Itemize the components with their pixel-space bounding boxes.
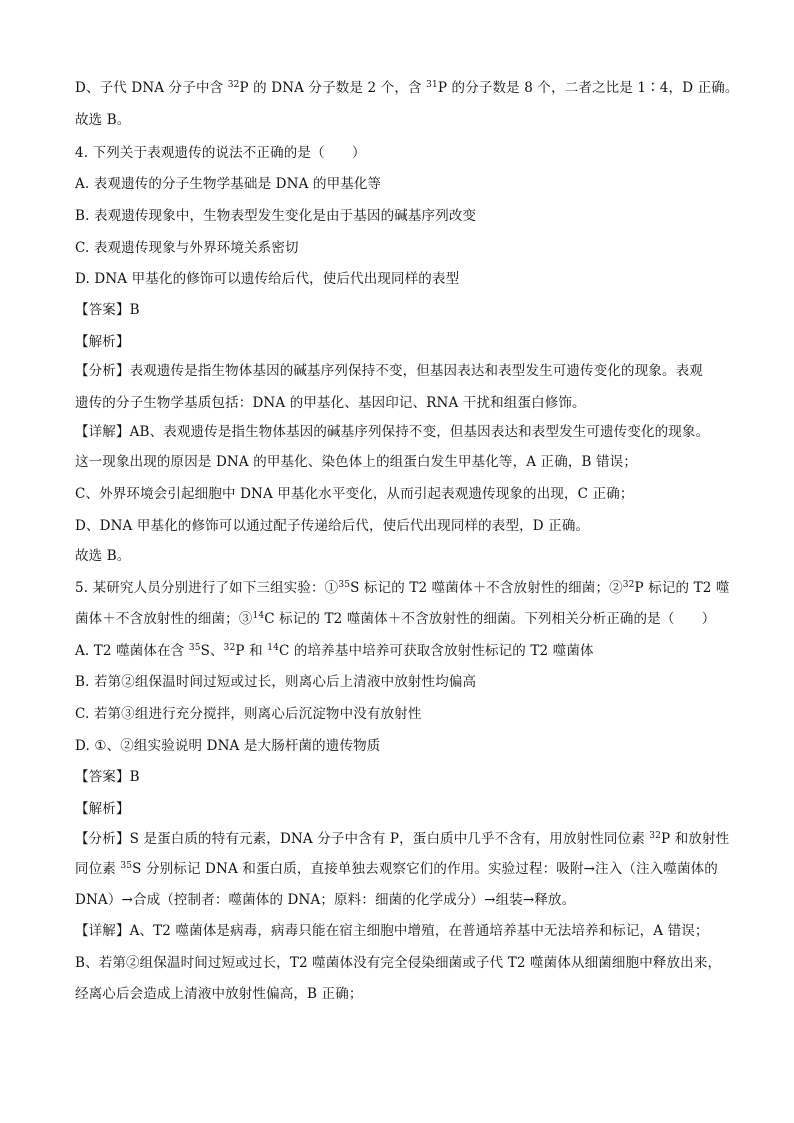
text-line-q5-analysis-1: [75, 829, 735, 849]
text-line-q3-choice: [75, 110, 735, 130]
text-line-q5-stem-2: [75, 609, 735, 629]
text-line-q4-option-a: [75, 174, 735, 194]
text-run: S 分别标记 DNA 和蛋白质，直接单独去观察它们的作用。实验过程：吸附→注入（注入噬菌体的: [132, 861, 718, 877]
text-line-q5-jiexi: [75, 799, 735, 819]
superscript: 35: [120, 861, 133, 871]
text-line-q4-stem: [75, 143, 735, 163]
superscript: 32: [227, 80, 240, 90]
superscript: 32: [622, 580, 635, 590]
text-run: S 标记的 T2 噬菌体＋不含放射性的细菌；②: [350, 580, 623, 596]
text-line-q4-choice: [75, 546, 735, 566]
text-run: 【详解】AB、表观遗传是指生物体基因的碱基序列保持不变，但基因表达和表型发生可遗传变化的现象。: [75, 424, 710, 440]
text-line-q4-answer: [75, 300, 735, 320]
text-run: 【答案】B: [75, 769, 140, 785]
text-line-q5-answer: [75, 767, 735, 787]
text-run: C 标记的 T2 噬菌体＋不含放射性的细菌。下列相关分析正确的是（ ）: [264, 611, 716, 627]
text-run: D. ①、②组实验说明 DNA 是大肠杆菌的遗传物质: [75, 738, 381, 754]
text-line-q5-analysis-3: [75, 890, 735, 910]
superscript: 32: [649, 831, 662, 841]
text-run: D、子代 DNA 分子中含: [75, 80, 228, 96]
text-run: C. 若第③组进行充分搅拌，则离心后沉淀物中没有放射性: [75, 706, 422, 722]
text-run: 同位素: [75, 861, 121, 877]
text-run: P 标记的 T2 噬: [634, 580, 730, 596]
text-line-q5-detail-2: [75, 953, 735, 973]
superscript: 14: [267, 643, 279, 653]
text-line-q5-analysis-2: [75, 859, 735, 879]
text-line-q4-detail-1: [75, 422, 735, 442]
text-line-q5-option-c: [75, 704, 735, 724]
text-run: 经离心后会造成上清液中放射性偏高，B 正确；: [75, 986, 363, 1002]
text-line-q4-option-c: [75, 238, 735, 258]
text-run: C、外界环境会引起细胞中 DNA 甲基化水平变化，从而引起表观遗传现象的出现，C 正确；: [75, 486, 634, 502]
text-run: P 的 DNA 分子数是 2 个，含: [239, 80, 427, 96]
text-run: A. T2 噬菌体在含: [75, 643, 189, 659]
text-run: 4. 下列关于表观遗传的说法不正确的是（ ）: [75, 145, 366, 161]
text-run: 【分析】S 是蛋白质的特有元素，DNA 分子中含有 P，蛋白质中几乎不含有，用放射性同位素: [75, 831, 650, 847]
text-run: D. DNA 甲基化的修饰可以遗传给后代，使后代出现同样的表型: [75, 271, 460, 287]
text-line-q5-detail-1: [75, 921, 735, 941]
text-line-q4-jiexi: [75, 332, 735, 352]
text-run: C. 表观遗传现象与外界环境关系密切: [75, 240, 299, 256]
text-line-q4-detail-3: [75, 484, 735, 504]
text-line-q5-option-d: [75, 736, 735, 756]
text-run: P 的分子数是 8 个，二者之比是 1∶4，D 正确。: [437, 80, 739, 96]
text-run: C 的培养基中培养可获取含放射性标记的 T2 噬菌体: [278, 643, 594, 659]
text-run: 【解析】: [75, 334, 130, 350]
superscript: 35: [188, 643, 201, 653]
text-line-q5-option-a: [75, 641, 735, 661]
text-run: B、若第②组保温时间过短或过长，T2 噬菌体没有完全侵染细菌或子代 T2 噬菌体从细菌细胞中释放出来，: [75, 955, 722, 971]
text-run: 遗传的分子生物学基质包括：DNA 的甲基化、基因印记、RNA 干扰和组蛋白修饰。: [75, 395, 586, 411]
text-run: 【详解】A、T2 噬菌体是病毒，病毒只能在宿主细胞中增殖，在普通培养基中无法培养和标记，A 错误；: [75, 923, 709, 939]
text-run: 故选 B。: [75, 548, 131, 564]
text-run: 菌体＋不含放射性的细菌；③: [75, 611, 253, 627]
text-run: 【分析】表观遗传是指生物体基因的碱基序列保持不变，但基因表达和表型发生可遗传变化的现象。表观: [75, 363, 703, 379]
text-run: B. 若第②组保温时间过短或过长，则离心后上清液中放射性均偏高: [75, 674, 477, 690]
text-run: 这一现象出现的原因是 DNA 的甲基化、染色体上的组蛋白发生甲基化等，A 正确，B 错误；: [75, 454, 637, 470]
text-line-q4-option-b: [75, 206, 735, 226]
text-line-q4-option-d: [75, 269, 735, 289]
superscript: 32: [223, 643, 236, 653]
text-line-q5-detail-3: [75, 984, 735, 1004]
text-run: P 和: [235, 643, 268, 659]
text-run: A. 表观遗传的分子生物学基础是 DNA 的甲基化等: [75, 176, 382, 192]
text-run: DNA）→合成（控制者：噬菌体的 DNA；原料：细菌的化学成分）→组装→释放。: [75, 892, 576, 908]
text-run: S、: [200, 643, 224, 659]
text-line-q5-stem-1: [75, 578, 735, 598]
text-run: 5. 某研究人员分别进行了如下三组实验：①: [75, 580, 339, 596]
superscript: 35: [338, 580, 351, 590]
text-line-q4-analysis-1: [75, 361, 735, 381]
text-line-q3-d: [75, 78, 739, 98]
text-line-q4-analysis-2: [75, 393, 735, 413]
text-run: 故选 B。: [75, 112, 131, 128]
text-run: 【解析】: [75, 801, 130, 817]
text-run: D、DNA 甲基化的修饰可以通过配子传递给后代，使后代出现同样的表型，D 正确。: [75, 518, 590, 534]
superscript: 31: [426, 80, 438, 90]
superscript: 14: [252, 611, 265, 621]
text-run: 【答案】B: [75, 302, 140, 318]
text-line-q4-detail-2: [75, 452, 735, 472]
text-run: B. 表观遗传现象中，生物表型发生变化是由于基因的碱基序列改变: [75, 208, 477, 224]
text-line-q5-option-b: [75, 672, 735, 692]
text-run: P 和放射性: [661, 831, 730, 847]
text-line-q4-detail-4: [75, 516, 735, 536]
